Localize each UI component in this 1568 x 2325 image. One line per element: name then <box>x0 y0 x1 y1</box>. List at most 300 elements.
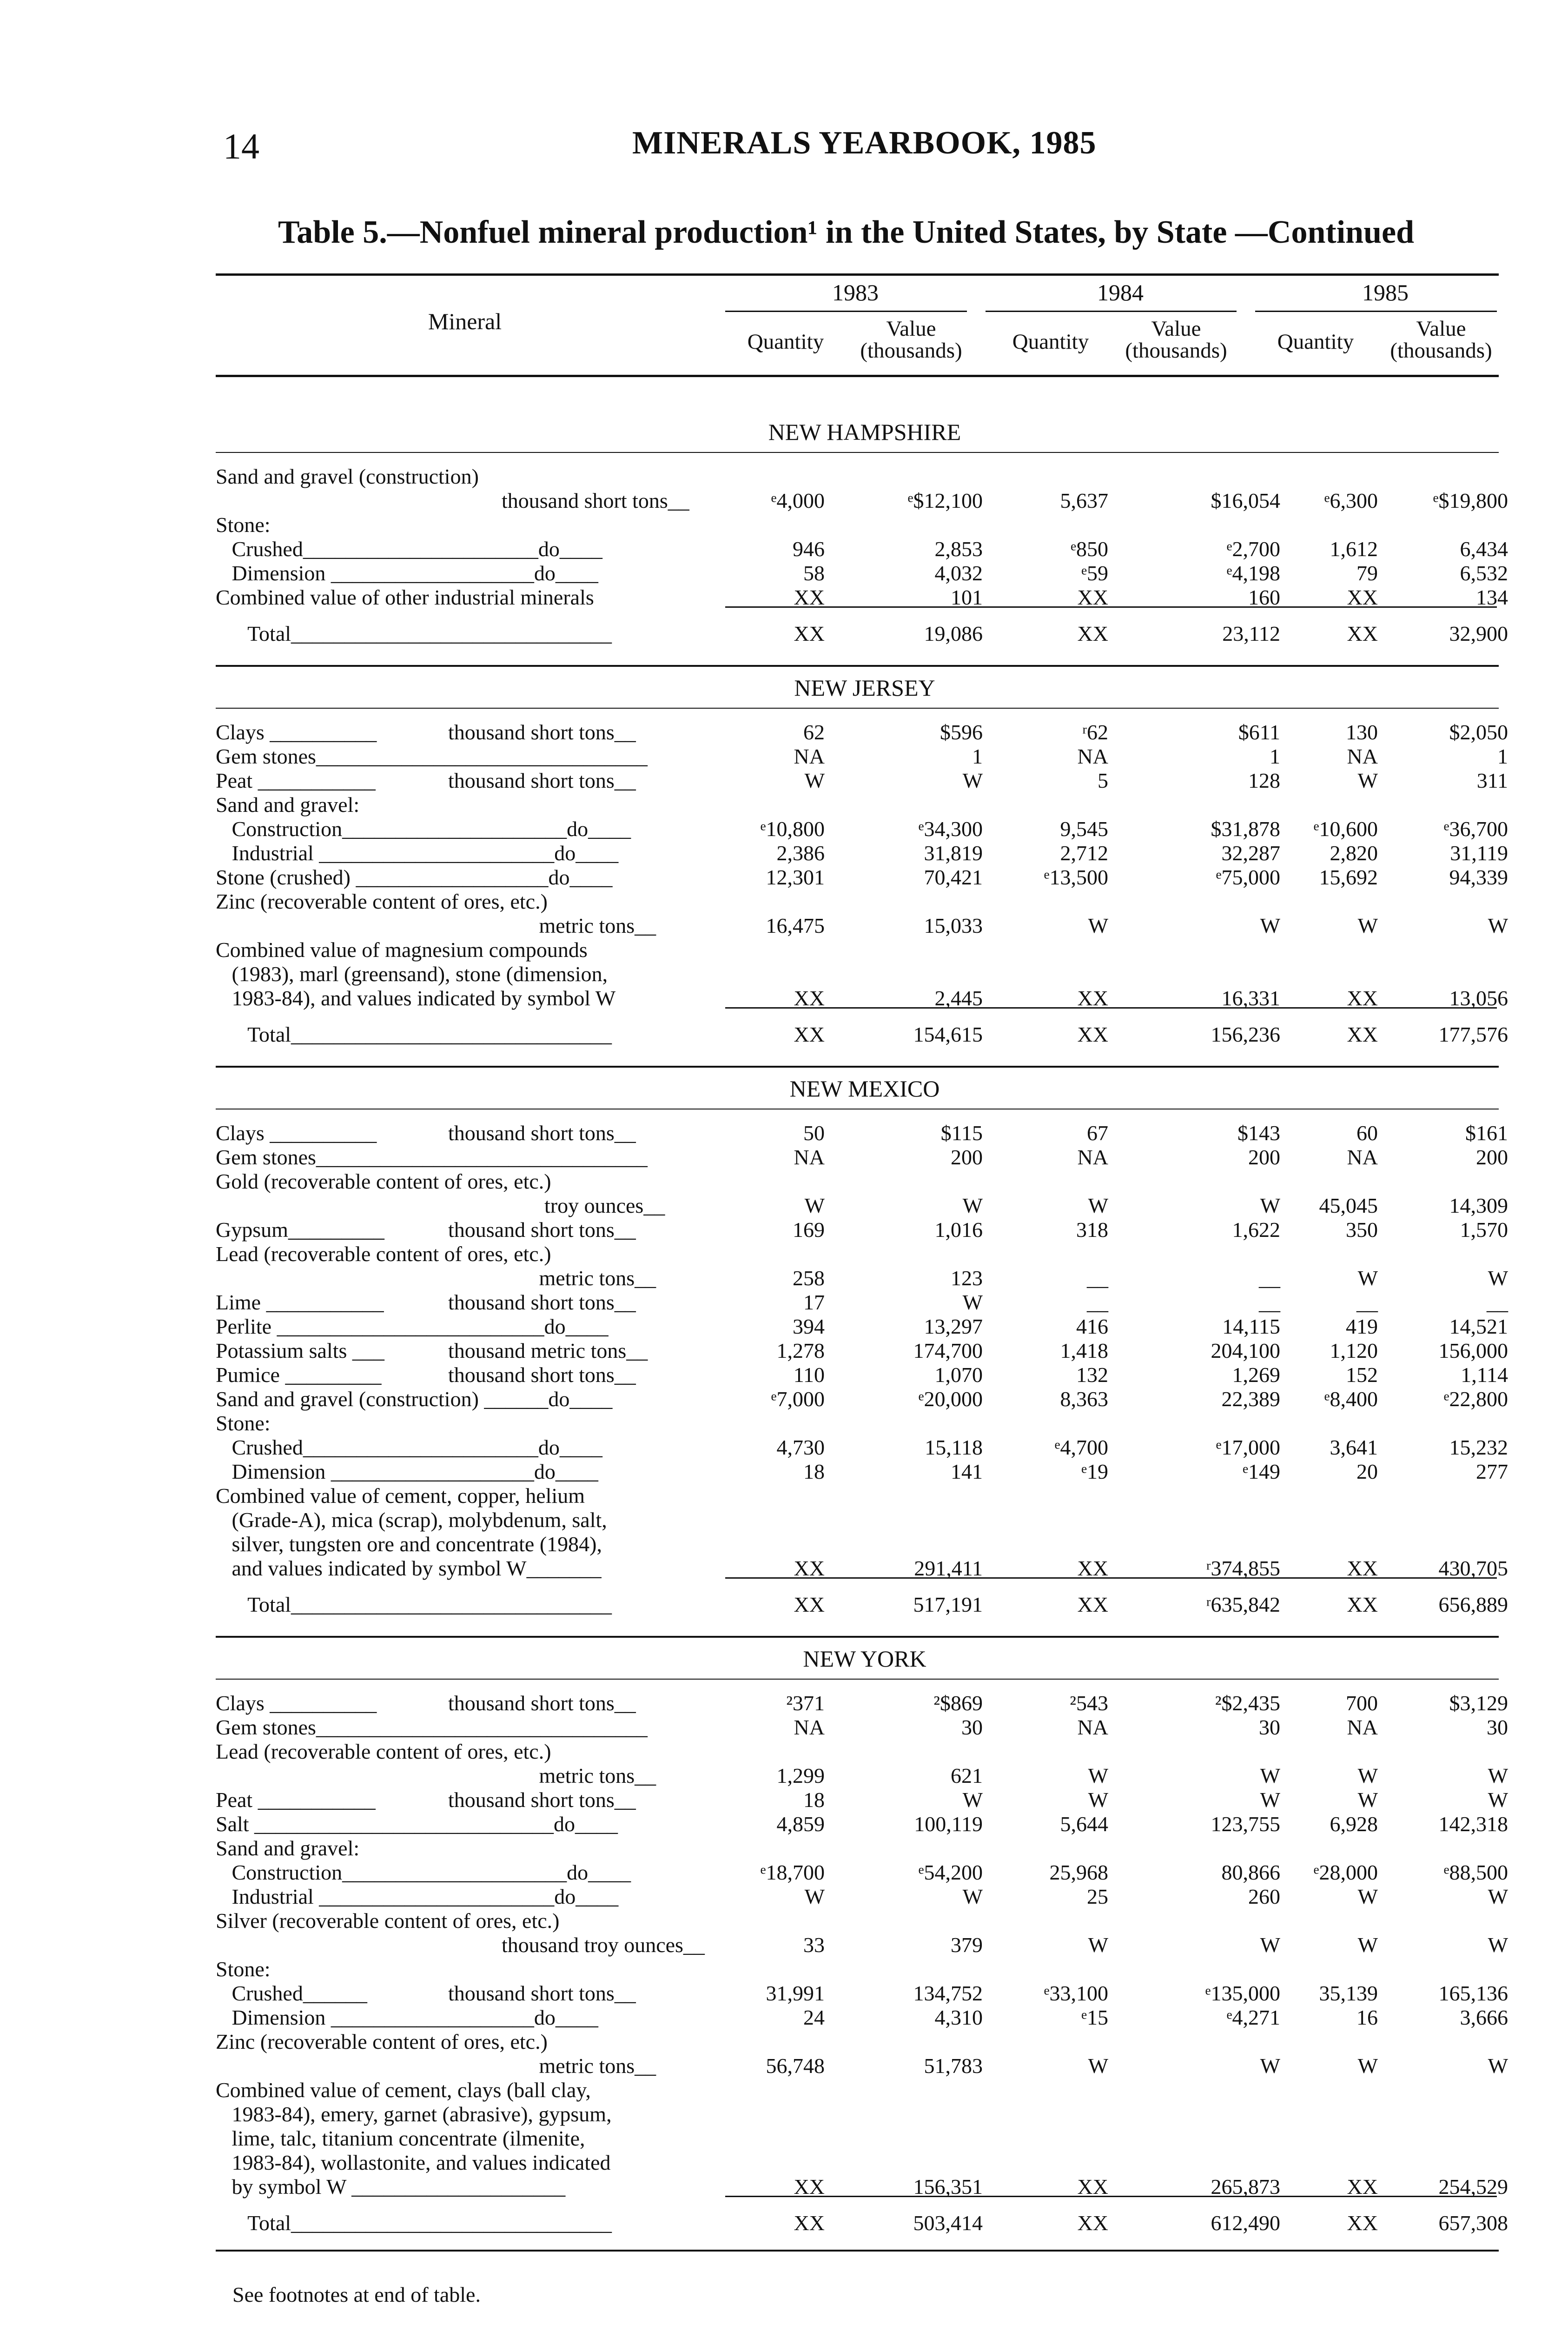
cell-value: __ <box>1487 1290 1508 1314</box>
cell-value: 4,859 <box>776 1812 825 1836</box>
table-row <box>216 512 1499 538</box>
row-unit: thousand metric tons__ <box>448 1339 648 1362</box>
cell-value: 14,521 <box>1449 1315 1508 1338</box>
cell-value: ᵉ54,200 <box>918 1860 983 1884</box>
cell-value: ᵉ4,198 <box>1226 561 1280 585</box>
table-row <box>216 1169 1499 1195</box>
table-row <box>216 1763 1508 1789</box>
cell-value: 311 <box>1476 769 1508 792</box>
cell-value: 1,570 <box>1460 1218 1508 1242</box>
cell-value: 24 <box>803 2006 825 2029</box>
cell-value: 94,339 <box>1449 865 1508 889</box>
cell-value: 1 <box>1497 744 1508 768</box>
table-row <box>216 1121 1508 1147</box>
state-rule <box>216 452 1499 453</box>
cell-value: 1,278 <box>776 1339 825 1362</box>
cell-value: 1,070 <box>934 1363 983 1387</box>
state-heading: NEW YORK <box>803 1646 926 1672</box>
row-unit: metric tons__ <box>448 1764 656 1787</box>
cell-value: 56,748 <box>766 2054 825 2078</box>
cell-value: XX <box>794 622 825 645</box>
row-label: Stone (crushed) __________________do____ <box>216 865 613 889</box>
cell-value: 430,705 <box>1438 1556 1508 1580</box>
cell-value: NA <box>1077 1145 1108 1169</box>
table-row <box>216 1787 1508 1814</box>
cell-value: 45,045 <box>1319 1194 1378 1217</box>
section-rule <box>216 665 1499 667</box>
cell-value: 79 <box>1356 561 1378 585</box>
cell-value: W <box>1088 1788 1108 1812</box>
table-row <box>216 1860 1508 1886</box>
table-row <box>216 1338 1508 1364</box>
row-label: Industrial ______________________do____ <box>216 1885 619 1908</box>
row-label: Gem stones_______________________________ <box>216 744 648 768</box>
state-rule <box>216 708 1499 709</box>
cell-value: 110 <box>793 1363 825 1387</box>
cell-value: ᵉ33,100 <box>1044 1981 1108 2005</box>
cell-value: XX <box>1347 622 1378 645</box>
cell-value: ᵉ7,000 <box>771 1387 825 1411</box>
cell-value: 130 <box>1346 720 1378 744</box>
table-row <box>216 841 1508 867</box>
row-label: 1983-84), and values indicated by symbol W <box>216 986 616 1010</box>
cell-value: W <box>1488 1885 1508 1908</box>
table-row <box>216 1145 1508 1171</box>
header-top-rule <box>216 273 1499 276</box>
cell-value: 142,318 <box>1438 1812 1508 1836</box>
row-label: Sand and gravel: <box>216 793 360 817</box>
cell-value: 141 <box>951 1460 983 1483</box>
table-row <box>216 537 1508 563</box>
cell-value: __ <box>1087 1290 1108 1314</box>
row-label: Gold (recoverable content of ores, etc.) <box>216 1169 551 1193</box>
cell-value: 156,236 <box>1211 1023 1280 1046</box>
cell-value: XX <box>794 1593 825 1616</box>
row-label: (Grade-A), mica (scrap), molybdenum, salt, <box>216 1508 607 1532</box>
cell-value: XX <box>1347 1023 1378 1046</box>
table-row <box>216 2078 1499 2104</box>
cell-value: 204,100 <box>1211 1339 1280 1362</box>
cell-value: $143 <box>1237 1121 1280 1145</box>
table-row <box>216 1314 1508 1340</box>
table-row <box>216 1691 1508 1717</box>
total-rule <box>725 1007 1497 1009</box>
cell-value: 2,386 <box>776 841 825 865</box>
cell-value: 156,000 <box>1438 1339 1508 1362</box>
cell-value: XX <box>1077 1593 1108 1616</box>
row-label: silver, tungsten ore and concentrate (1984), <box>216 1532 602 1556</box>
cell-value: 1,114 <box>1461 1363 1508 1387</box>
cell-value: ᵉ15 <box>1081 2006 1108 2029</box>
cell-value: XX <box>1347 585 1378 609</box>
table-row <box>216 2150 1499 2176</box>
section-rule <box>216 1066 1499 1068</box>
cell-value: 5 <box>1098 769 1108 792</box>
cell-value: 612,490 <box>1211 2211 1280 2235</box>
cell-value: 20 <box>1356 1460 1378 1483</box>
cell-value: ᵉ6,300 <box>1324 489 1378 512</box>
cell-value: 134,752 <box>913 1981 983 2005</box>
row-unit: thousand short tons__ <box>448 1218 636 1242</box>
cell-value: __ <box>1259 1290 1280 1314</box>
cell-value: $161 <box>1465 1121 1508 1145</box>
cell-value: 1 <box>972 744 983 768</box>
cell-value: W <box>1488 1764 1508 1787</box>
cell-value: 15,232 <box>1449 1435 1508 1459</box>
cell-value: NA <box>1347 1145 1378 1169</box>
total-row <box>216 1592 1508 1618</box>
cell-value: W <box>1260 2054 1280 2078</box>
row-label: Crushed______________________do____ <box>216 537 602 561</box>
table-row <box>216 1387 1508 1413</box>
row-unit: thousand short tons__ <box>448 769 636 792</box>
cell-value: 2,445 <box>934 986 983 1010</box>
cell-value: XX <box>794 585 825 609</box>
value-header-1983 <box>846 318 976 362</box>
table-row <box>216 1266 1508 1292</box>
cell-value: XX <box>1347 2175 1378 2199</box>
row-label: Peat ___________ <box>216 769 376 792</box>
row-label: Sand and gravel: <box>216 1836 360 1860</box>
cell-value: 58 <box>803 561 825 585</box>
row-unit: troy ounces__ <box>448 1194 665 1217</box>
cell-value: W <box>1488 914 1508 937</box>
total-rule <box>725 2196 1497 2197</box>
table-row <box>216 1812 1508 1838</box>
cell-value: 6,434 <box>1460 537 1508 561</box>
row-label: Crushed______________________do____ <box>216 1435 602 1459</box>
cell-value: 174,700 <box>913 1339 983 1362</box>
cell-value: W <box>1357 769 1378 792</box>
cell-value: 621 <box>951 1764 983 1787</box>
table-row <box>216 1411 1499 1437</box>
row-label: Lead (recoverable content of ores, etc.) <box>216 1242 551 1266</box>
table-row <box>216 2126 1499 2152</box>
row-label: Potassium salts ___ <box>216 1339 384 1362</box>
table-row <box>216 1459 1508 1485</box>
year-1983-rule <box>725 311 967 312</box>
row-label: Lime ___________ <box>216 1290 384 1314</box>
cell-value: W <box>1260 914 1280 937</box>
table-row <box>216 1435 1508 1461</box>
cell-value: W <box>1357 1764 1378 1787</box>
cell-value: W <box>1088 1764 1108 1787</box>
row-label: Gem stones_______________________________ <box>216 1715 648 1739</box>
row-label: Stone: <box>216 513 271 537</box>
cell-value: NA <box>1347 744 1378 768</box>
state-heading: NEW MEXICO <box>789 1076 940 1102</box>
cell-value: 13,056 <box>1449 986 1508 1010</box>
row-label: Dimension ___________________do____ <box>216 561 598 585</box>
cell-value: 2,853 <box>934 537 983 561</box>
cell-value: XX <box>794 1023 825 1046</box>
cell-value: $2,050 <box>1449 720 1508 744</box>
cell-value: 62 <box>803 720 825 744</box>
row-unit: thousand short tons__ <box>448 489 689 512</box>
state-heading: NEW JERSEY <box>794 675 935 701</box>
cell-value: XX <box>1077 622 1108 645</box>
cell-value: W <box>1088 914 1108 937</box>
row-label: Total______________________________ <box>216 622 612 645</box>
table-row <box>216 561 1508 587</box>
cell-value: 9,545 <box>1060 817 1108 841</box>
table-row <box>216 1981 1508 2007</box>
row-label: lime, talc, titanium concentrate (ilmenite, <box>216 2126 585 2150</box>
cell-value: 6,928 <box>1330 1812 1378 1836</box>
row-label: 1983-84), emery, garnet (abrasive), gypsum, <box>216 2102 612 2126</box>
value-label: Value <box>1416 317 1466 341</box>
cell-value: W <box>1488 2054 1508 2078</box>
cell-value: ᵉ20,000 <box>918 1387 983 1411</box>
cell-value: XX <box>1077 1556 1108 1580</box>
header-bottom-rule <box>216 375 1499 377</box>
cell-value: ᵉ36,700 <box>1443 817 1508 841</box>
table-title: Table 5.—Nonfuel mineral production¹ in the United States, by State —Continued <box>278 214 1415 250</box>
cell-value: ᵉ2,700 <box>1226 537 1280 561</box>
row-label: Construction_____________________do____ <box>216 1860 631 1884</box>
cell-value: 503,414 <box>913 2211 983 2235</box>
quantity-header-1984: Quantity <box>1012 330 1089 354</box>
value-unit-label: (thousands) <box>1390 339 1492 363</box>
cell-value: $611 <box>1238 720 1280 744</box>
row-unit: thousand short tons__ <box>448 1363 636 1387</box>
cell-value: W <box>1088 1933 1108 1957</box>
year-1985-rule <box>1255 311 1497 312</box>
table-row <box>216 2053 1508 2079</box>
cell-value: 50 <box>803 1121 825 1145</box>
value-header-1985 <box>1376 318 1506 362</box>
row-label: Clays __________ <box>216 720 377 744</box>
cell-value: $3,129 <box>1449 1691 1508 1715</box>
table-row <box>216 1193 1508 1219</box>
cell-value: 123 <box>951 1266 983 1290</box>
cell-value: 16 <box>1356 2006 1378 2029</box>
row-unit: thousand short tons__ <box>448 720 636 744</box>
value-unit-label: (thousands) <box>1125 339 1227 363</box>
cell-value: W <box>962 1290 983 1314</box>
cell-value: 177,576 <box>1438 1023 1508 1046</box>
row-label: Sand and gravel (construction) ______do____ <box>216 1387 613 1411</box>
table-row <box>216 1217 1508 1243</box>
cell-value: 1,622 <box>1232 1218 1280 1242</box>
cell-value: W <box>962 1194 983 1217</box>
table-row <box>216 1739 1499 1765</box>
cell-value: ᵉ8,400 <box>1324 1387 1378 1411</box>
table-row <box>216 913 1508 939</box>
cell-value: 200 <box>951 1145 983 1169</box>
cell-value: W <box>1357 1788 1378 1812</box>
cell-value: 33 <box>803 1933 825 1957</box>
cell-value: 31,119 <box>1450 841 1508 865</box>
total-row <box>216 1022 1508 1048</box>
table-row <box>216 768 1508 794</box>
cell-value: 30 <box>961 1715 983 1739</box>
cell-value: 100,119 <box>914 1812 983 1836</box>
cell-value: 60 <box>1356 1121 1378 1145</box>
footnote: See footnotes at end of table. <box>232 2283 481 2306</box>
cell-value: ²$869 <box>933 1691 983 1715</box>
row-unit: thousand short tons__ <box>448 1290 636 1314</box>
cell-value: 258 <box>793 1266 825 1290</box>
total-rule <box>725 606 1497 608</box>
year-1985-header: 1985 <box>1362 279 1409 306</box>
cell-value: 101 <box>951 585 983 609</box>
cell-value: XX <box>1077 986 1108 1010</box>
cell-value: 31,819 <box>924 841 983 865</box>
cell-value: W <box>1260 1933 1280 1957</box>
cell-value: ᵉ88,500 <box>1443 1860 1508 1884</box>
table-row <box>216 2029 1499 2055</box>
cell-value: 132 <box>1076 1363 1108 1387</box>
cell-value: 51,783 <box>924 2054 983 2078</box>
quantity-header-1985: Quantity <box>1277 330 1354 354</box>
cell-value: ʳ635,842 <box>1206 1593 1280 1616</box>
cell-value: ᵉ4,271 <box>1226 2006 1280 2029</box>
row-label: Crushed______ <box>216 1981 367 2005</box>
cell-value: ᵉ10,800 <box>760 817 825 841</box>
cell-value: ᵉ28,000 <box>1313 1860 1378 1884</box>
row-label: and values indicated by symbol W_______ <box>216 1556 602 1580</box>
cell-value: 80,866 <box>1221 1860 1280 1884</box>
cell-value: 3,641 <box>1330 1435 1378 1459</box>
cell-value: 517,191 <box>913 1593 983 1616</box>
cell-value: ʳ374,855 <box>1206 1556 1280 1580</box>
cell-value: XX <box>794 986 825 1010</box>
table-row <box>216 1836 1499 1862</box>
cell-value: 2,820 <box>1330 841 1378 865</box>
value-header-1984 <box>1111 318 1241 362</box>
cell-value: W <box>1260 1194 1280 1217</box>
cell-value: W <box>962 1885 983 1908</box>
cell-value: XX <box>794 2175 825 2199</box>
cell-value: 6,532 <box>1460 561 1508 585</box>
table-row <box>216 792 1499 818</box>
row-label: 1983-84), wollastonite, and values indicated <box>216 2151 611 2174</box>
table-row <box>216 937 1499 963</box>
cell-value: 4,310 <box>934 2006 983 2029</box>
cell-value: 70,421 <box>924 865 983 889</box>
cell-value: 657,308 <box>1438 2211 1508 2235</box>
cell-value: XX <box>794 1556 825 1580</box>
cell-value: 14,309 <box>1449 1194 1508 1217</box>
cell-value: ᵉ19 <box>1081 1460 1108 1483</box>
table-row <box>216 488 1508 514</box>
row-label: Dimension ___________________do____ <box>216 2006 598 2029</box>
cell-value: NA <box>794 1145 825 1169</box>
cell-value: 31,991 <box>766 1981 825 2005</box>
cell-value: 1,120 <box>1330 1339 1378 1362</box>
cell-value: ᵉ4,700 <box>1054 1435 1108 1459</box>
value-label: Value <box>1151 317 1201 341</box>
table-row <box>216 1532 1499 1558</box>
cell-value: 15,033 <box>924 914 983 937</box>
row-label: Sand and gravel (construction) <box>216 465 479 488</box>
cell-value: 254,529 <box>1438 2175 1508 2199</box>
cell-value: 15,692 <box>1319 865 1378 889</box>
cell-value: NA <box>1077 744 1108 768</box>
page-number: 14 <box>223 126 259 166</box>
cell-value: W <box>804 1194 825 1217</box>
cell-value: XX <box>1347 986 1378 1010</box>
cell-value: XX <box>1077 2175 1108 2199</box>
cell-value: ²543 <box>1070 1691 1108 1715</box>
cell-value: XX <box>794 2211 825 2235</box>
cell-value: 25 <box>1087 1885 1108 1908</box>
cell-value: 154,615 <box>913 1023 983 1046</box>
row-label: Perlite _________________________do____ <box>216 1315 609 1338</box>
cell-value: 5,644 <box>1060 1812 1108 1836</box>
cell-value: 18 <box>803 1460 825 1483</box>
cell-value: XX <box>1347 1593 1378 1616</box>
cell-value: $596 <box>940 720 983 744</box>
cell-value: XX <box>1077 585 1108 609</box>
cell-value: W <box>962 769 983 792</box>
row-label: Clays __________ <box>216 1121 377 1145</box>
cell-value: 128 <box>1248 769 1280 792</box>
cell-value: XX <box>1077 1023 1108 1046</box>
cell-value: W <box>1488 1266 1508 1290</box>
cell-value: 1,016 <box>934 1218 983 1242</box>
cell-value: 4,730 <box>776 1435 825 1459</box>
cell-value: 200 <box>1248 1145 1280 1169</box>
row-label: Combined value of cement, copper, helium <box>216 1484 585 1508</box>
table-row <box>216 464 1499 490</box>
cell-value: ᵉ135,000 <box>1205 1981 1280 2005</box>
cell-value: 946 <box>793 537 825 561</box>
cell-value: 5,637 <box>1060 489 1108 512</box>
row-label: Gypsum_________ <box>216 1218 384 1242</box>
row-unit: thousand troy ounces__ <box>448 1933 705 1957</box>
cell-value: ᵉ4,000 <box>771 489 825 512</box>
state-heading: NEW HAMPSHIRE <box>768 419 961 445</box>
cell-value: ᵉ22,800 <box>1443 1387 1508 1411</box>
cell-value: ²371 <box>786 1691 825 1715</box>
row-unit: thousand short tons__ <box>448 1788 636 1812</box>
cell-value: 169 <box>793 1218 825 1242</box>
row-label: Salt ____________________________do____ <box>216 1812 618 1836</box>
cell-value: 260 <box>1248 1885 1280 1908</box>
cell-value: 416 <box>1076 1315 1108 1338</box>
cell-value: 2,712 <box>1060 841 1108 865</box>
cell-value: W <box>1357 2054 1378 2078</box>
row-label: Combined value of other industrial minerals <box>216 585 594 609</box>
year-1984-header: 1984 <box>1097 279 1144 306</box>
cell-value: 17 <box>803 1290 825 1314</box>
row-label: Clays __________ <box>216 1691 377 1715</box>
row-label: Total______________________________ <box>216 2211 612 2235</box>
cell-value: 19,086 <box>924 622 983 645</box>
table-row <box>216 1715 1508 1741</box>
cell-value: $31,878 <box>1211 817 1280 841</box>
table-bottom-rule <box>216 2250 1499 2252</box>
row-label: by symbol W ____________________ <box>216 2175 566 2199</box>
total-row <box>216 621 1508 647</box>
cell-value: 22,389 <box>1221 1387 1280 1411</box>
cell-value: __ <box>1259 1266 1280 1290</box>
cell-value: W <box>1488 1788 1508 1812</box>
cell-value: ᵉ34,300 <box>918 817 983 841</box>
row-label: Pumice _________ <box>216 1363 382 1387</box>
table-row <box>216 744 1508 770</box>
row-label: Dimension ___________________do____ <box>216 1460 598 1483</box>
value-unit-label: (thousands) <box>860 339 962 363</box>
cell-value: 656,889 <box>1438 1593 1508 1616</box>
table-row <box>216 817 1508 843</box>
cell-value: 123,755 <box>1211 1812 1280 1836</box>
cell-value: 30 <box>1259 1715 1280 1739</box>
cell-value: ᵉ850 <box>1071 537 1108 561</box>
cell-value: 25,968 <box>1049 1860 1108 1884</box>
